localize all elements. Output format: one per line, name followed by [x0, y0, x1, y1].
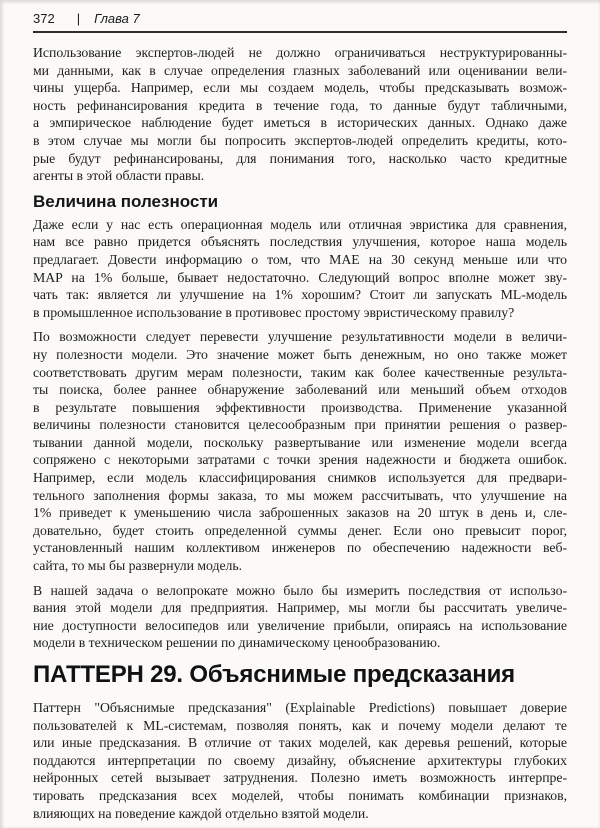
text-line: MAP на 1% больше, бывает недостаточно. Следующий вопрос вполне может зву- [33, 269, 567, 285]
paragraph-explainable-predictions [33, 699, 567, 822]
text-line: довательно, будет стоить определенной суммы денег. Если оно превысит порог, [33, 522, 567, 538]
text-line: установленный нашим коллективом инженеров по обеспечению надежности веб- [33, 540, 567, 556]
text-line: или иные предсказания. В отличие от таких моделей, как деревья решений, которые [33, 735, 567, 751]
header-separator: | [76, 11, 81, 26]
text-line: влияющих на поведение каждой отдельно взятой модели. [33, 805, 369, 821]
paragraph-utility-intro [33, 216, 567, 322]
text-line: вания этой модели для предприятия. Например, мы могли бы рассчитать увеличе- [33, 600, 567, 616]
text-line: По возможности следует перевести улучшение результативности модели в величи- [33, 329, 567, 345]
text-line: сопряжено с некоторыми затратами с точки зрения надежности и бюджета ошибок. [33, 452, 567, 468]
text-line: модели в техническом решении по динамическому ценообразованию. [33, 635, 441, 651]
text-line: нам все равно придется объяснять последствия улучшения, которое наша модель [33, 234, 567, 250]
text-line: чины ущерба. Например, если мы создаем модель, чтобы предсказывать возмож- [33, 80, 567, 96]
paragraph-bike-rental [33, 582, 567, 652]
text-line: а эмпирическое наблюдение будет иметься в исторических данных. Однако даже [33, 115, 567, 131]
paragraph-utility-measure [33, 328, 567, 574]
text-line: 1% приведет к уменьшению числа заброшенных заказов на 20 штук в день и, сле- [33, 505, 567, 521]
text-line: в этом случае мы могли бы попросить экспертов-людей определить кредиты, кото- [33, 132, 567, 148]
text-line: тывании данной модели, поскольку развертывание или изменение модели всегда [33, 434, 567, 450]
running-head [33, 10, 567, 33]
text-line: ми данными, как в случае определения глазных заболеваний или оценивании вели- [33, 62, 567, 78]
chapter-title: Глава 7 [94, 11, 140, 26]
page-number: 372 [33, 11, 55, 26]
pattern-29-heading: ПАТТЕРН 29. Объяснимые предсказания [33, 661, 515, 688]
text-line: тельного заполнения формы заказа, то мы можем рассчитывать, что улучшение на [33, 487, 567, 503]
text-line: сайта, то мы бы развернули модель. [33, 558, 243, 574]
text-line: агенты в этой области правы. [33, 168, 205, 184]
text-line: рые будут рефинансированы, для понимания того, насколько часто кредитные [33, 150, 567, 166]
section-heading-utility-value: Величина полезности [33, 191, 219, 211]
text-line: Например, если модель классифицирования снимков используется для предвари- [33, 470, 567, 486]
page-body [33, 44, 567, 822]
text-line: ние доступности велосипедов или увеличение прибыли, опираясь на использование [33, 617, 567, 633]
text-line: чать так: является ли улучшение на 1% хорошим? Стоит ли запускать ML-модель [33, 287, 567, 303]
text-line: величины полезности становится целесообразным при принятии решения о развер- [33, 417, 567, 433]
text-line: Использование экспертов-людей не должно ограничиваться неструктурированны- [33, 45, 567, 60]
text-line: в результате повышения эффективности производства. Применение указанной [33, 399, 567, 415]
text-line: нейронных сетей вызывает затруднения. Полезно иметь возможность интерпре- [33, 770, 567, 786]
paragraph-experts [33, 44, 567, 185]
text-line: Даже если у нас есть операционная модель или отличная эвристика для сравнения, [33, 216, 567, 232]
text-line: соответствовать другим мерам полезности, таким как более качественные результа- [33, 364, 567, 380]
text-line: тировать предсказания всех моделей, чтобы понимать комбинации признаков, [33, 787, 567, 803]
text-line: ность рефинансирования кредита в течение года, то данные будут табличными, [33, 97, 567, 113]
text-line: предлагает. Довести информацию о том, что MAE на 30 секунд меньше или что [33, 251, 567, 267]
text-line: Паттерн "Объяснимые предсказания" (Explainable Predictions) повышает доверие [33, 700, 567, 715]
text-line: в промышленное использование в противовес простому эвристическому правилу? [33, 304, 515, 320]
text-line: пользователей к ML-системам, позволяя понять, как и почему модели делают те [33, 717, 567, 733]
text-line: ты поиска, более раннее обнаружение заболеваний или меньший объем отходов [33, 382, 567, 398]
text-line: поддаются интерпретации по своему дизайну, объяснение архитектуры глубоких [33, 752, 567, 768]
text-line: В нашей задача о велопрокате можно было бы измерить последствия от использо- [33, 582, 567, 598]
text-line: ну полезности модели. Это значение может быть денежным, но оно также может [33, 346, 567, 362]
